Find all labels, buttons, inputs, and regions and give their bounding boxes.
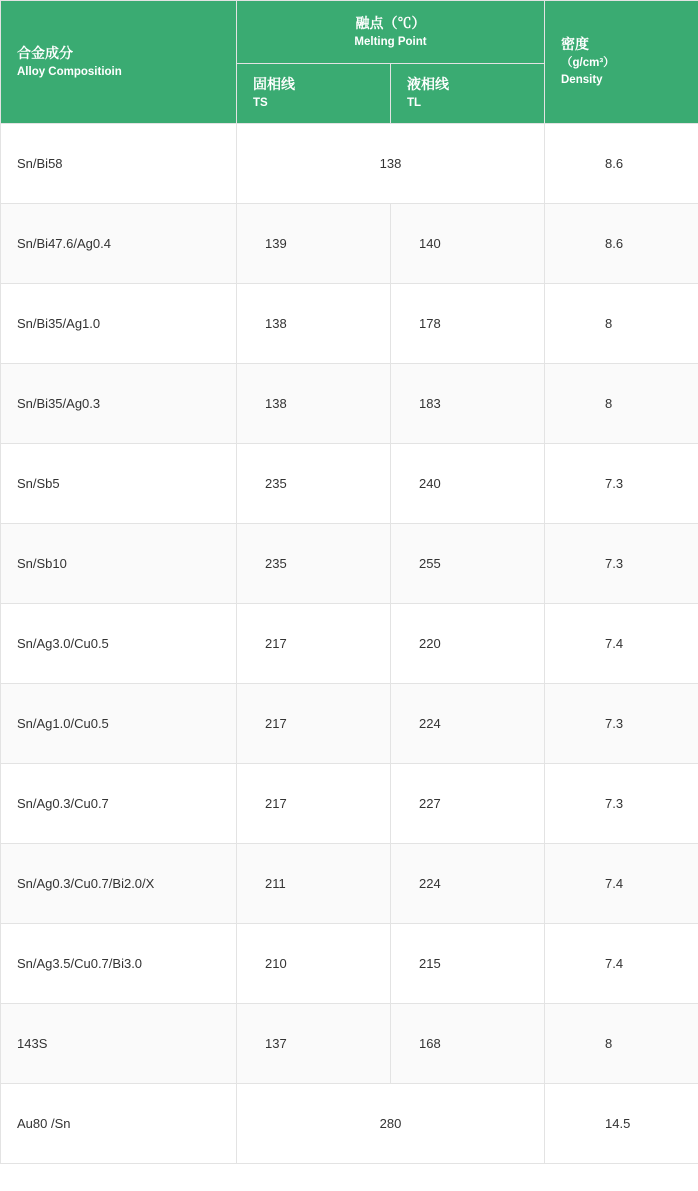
table-row — [1, 523, 698, 603]
header-melting-point-en: Melting Point — [354, 36, 427, 48]
table-row — [1, 923, 698, 1003]
cell-alloy-composition — [1, 843, 237, 923]
melting-point-text: 280 — [379, 1115, 402, 1131]
cell-liquidus — [391, 843, 545, 923]
table-row — [1, 683, 698, 763]
solidus-text: 217 — [265, 635, 287, 651]
alloy-name-text: Sn/Bi47.6/Ag0.4 — [17, 235, 111, 251]
cell-liquidus — [391, 603, 545, 683]
cell-density — [545, 203, 698, 283]
cell-liquidus — [391, 443, 545, 523]
melting-point-text: 138 — [379, 155, 402, 171]
liquidus-text: 220 — [419, 635, 441, 651]
cell-solidus — [237, 603, 391, 683]
cell-solidus — [237, 763, 391, 843]
cell-solidus — [237, 363, 391, 443]
cell-liquidus — [391, 523, 545, 603]
alloy-name-text: Sn/Sb10 — [17, 555, 67, 571]
cell-density — [545, 443, 698, 523]
liquidus-text: 224 — [419, 875, 441, 891]
cell-liquidus — [391, 763, 545, 843]
cell-solidus — [237, 843, 391, 923]
cell-solidus — [237, 523, 391, 603]
cell-liquidus — [391, 363, 545, 443]
cell-alloy-composition — [1, 683, 237, 763]
cell-liquidus — [391, 283, 545, 363]
density-text: 7.4 — [605, 955, 624, 971]
alloy-name-text: 143S — [17, 1035, 48, 1051]
cell-solidus — [237, 923, 391, 1003]
liquidus-text: 255 — [419, 555, 441, 571]
solidus-text: 217 — [265, 795, 287, 811]
solidus-text: 138 — [265, 315, 287, 331]
table-row — [1, 283, 698, 363]
header-solidus-cn: 固相线 — [253, 76, 295, 93]
cell-density — [545, 283, 698, 363]
header-density — [545, 1, 698, 124]
solidus-text: 217 — [265, 715, 287, 731]
density-text: 7.4 — [605, 875, 624, 891]
cell-density — [545, 763, 698, 843]
cell-alloy-composition — [1, 603, 237, 683]
liquidus-text: 240 — [419, 475, 441, 491]
header-density-cn: 密度 — [561, 36, 589, 52]
density-text: 8 — [605, 395, 613, 411]
header-density-unit: （g/cm³） — [561, 57, 615, 69]
cell-density — [545, 923, 698, 1003]
table-row — [1, 203, 698, 283]
alloy-name-text: Sn/Sb5 — [17, 475, 60, 491]
cell-alloy-composition — [1, 363, 237, 443]
table-row — [1, 763, 698, 843]
solidus-text: 137 — [265, 1035, 287, 1051]
cell-density — [545, 363, 698, 443]
liquidus-text: 215 — [419, 955, 441, 971]
header-liquidus — [391, 64, 545, 123]
cell-density — [545, 1003, 698, 1083]
density-text: 7.3 — [605, 795, 624, 811]
header-row-top — [1, 1, 698, 64]
cell-solidus — [237, 283, 391, 363]
alloy-name-text: Sn/Ag1.0/Cu0.5 — [17, 715, 109, 731]
header-solidus — [237, 64, 391, 123]
cell-alloy-composition — [1, 443, 237, 523]
header-liquidus-en: TL — [407, 97, 422, 110]
header-solidus-en: TS — [253, 97, 268, 110]
alloy-name-text: Sn/Ag3.5/Cu0.7/Bi3.0 — [17, 955, 143, 971]
liquidus-text: 227 — [419, 795, 441, 811]
solidus-text: 139 — [265, 235, 287, 251]
cell-solidus — [237, 443, 391, 523]
density-text: 8 — [605, 1035, 613, 1051]
header-melting-point-cn: 融点（℃） — [355, 15, 426, 31]
cell-density — [545, 1083, 698, 1163]
solidus-text: 235 — [265, 555, 287, 571]
header-melting-point — [237, 1, 545, 64]
alloy-name-text: Sn/Ag0.3/Cu0.7/Bi2.0/X — [17, 875, 155, 891]
density-text: 7.3 — [605, 715, 624, 731]
cell-liquidus — [391, 923, 545, 1003]
cell-alloy-composition — [1, 1083, 237, 1163]
solidus-text: 210 — [265, 955, 287, 971]
header-density-en: Density — [561, 74, 603, 87]
header-alloy-composition-cn: 合金成分 — [17, 44, 73, 61]
cell-alloy-composition — [1, 1003, 237, 1083]
cell-alloy-composition — [1, 283, 237, 363]
alloy-name-text: Au80 /Sn — [17, 1115, 71, 1131]
cell-density — [545, 843, 698, 923]
cell-liquidus — [391, 683, 545, 763]
table-row — [1, 123, 698, 203]
header-alloy-composition-en: Alloy Compositioin — [17, 65, 122, 78]
cell-alloy-composition — [1, 923, 237, 1003]
density-text: 14.5 — [605, 1115, 631, 1131]
table-row — [1, 1003, 698, 1083]
header-liquidus-cn: 液相线 — [407, 76, 449, 93]
table-row — [1, 603, 698, 683]
cell-alloy-composition — [1, 123, 237, 203]
density-text: 7.4 — [605, 635, 624, 651]
cell-liquidus — [391, 203, 545, 283]
header-alloy-composition — [1, 1, 237, 124]
table-row — [1, 363, 698, 443]
cell-density — [545, 523, 698, 603]
alloy-name-text: Sn/Bi35/Ag1.0 — [17, 315, 101, 331]
liquidus-text: 168 — [419, 1035, 441, 1051]
cell-solidus — [237, 203, 391, 283]
cell-melting-point-merged — [237, 1083, 545, 1163]
density-text: 8.6 — [605, 235, 624, 251]
cell-solidus — [237, 683, 391, 763]
solidus-text: 235 — [265, 475, 287, 491]
alloy-name-text: Sn/Bi35/Ag0.3 — [17, 395, 101, 411]
alloy-name-text: Sn/Ag3.0/Cu0.5 — [17, 635, 109, 651]
cell-solidus — [237, 1003, 391, 1083]
liquidus-text: 183 — [419, 395, 441, 411]
cell-melting-point-merged — [237, 123, 545, 203]
table-row — [1, 1083, 698, 1163]
density-text: 8.6 — [605, 155, 624, 171]
solidus-text: 211 — [265, 875, 286, 891]
liquidus-text: 140 — [419, 235, 441, 251]
cell-alloy-composition — [1, 203, 237, 283]
cell-liquidus — [391, 1003, 545, 1083]
liquidus-text: 224 — [419, 715, 441, 731]
table-header — [1, 1, 698, 124]
alloy-name-text: Sn/Ag0.3/Cu0.7 — [17, 795, 109, 811]
cell-alloy-composition — [1, 523, 237, 603]
solidus-text: 138 — [265, 395, 287, 411]
density-text: 8 — [605, 315, 613, 331]
table-body — [1, 123, 698, 1163]
density-text: 7.3 — [605, 475, 624, 491]
alloy-name-text: Sn/Bi58 — [17, 155, 63, 171]
cell-density — [545, 603, 698, 683]
cell-alloy-composition — [1, 763, 237, 843]
table-row — [1, 443, 698, 523]
cell-density — [545, 683, 698, 763]
liquidus-text: 178 — [419, 315, 441, 331]
table-row — [1, 843, 698, 923]
cell-density — [545, 123, 698, 203]
density-text: 7.3 — [605, 555, 624, 571]
